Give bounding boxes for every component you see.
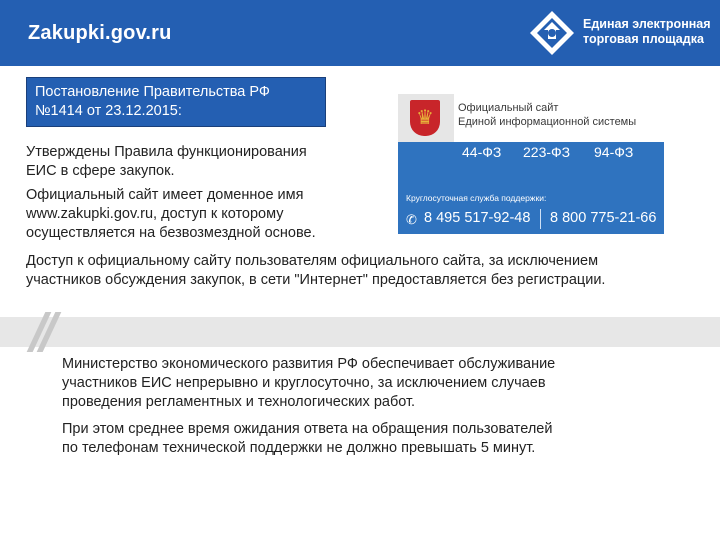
decree-box	[26, 77, 326, 127]
ministry-line-3: проведения регламентных и технологических работ.	[62, 394, 416, 410]
quote-mark-icon	[30, 312, 56, 352]
etp-logo-text	[583, 17, 711, 47]
domain-line-1: Официальный сайт имеет доменное имя	[26, 187, 304, 203]
wait-time-line-2: по телефонам технической поддержки не должно превышать 5 минут.	[62, 440, 536, 456]
wait-time-paragraph	[62, 420, 552, 458]
law-94: 94-ФЗ	[594, 144, 634, 160]
phone-divider	[540, 209, 541, 229]
access-line-2: участников обсуждения закупок, в сети "Интернет" предоставляется без регистрации.	[26, 272, 606, 288]
eagle-icon: ♛	[416, 107, 434, 129]
domain-line-3: осуществляется на безвозмездной основе.	[26, 225, 316, 241]
rules-line-1: Утверждены Правила функционирования	[26, 144, 307, 160]
rules-paragraph	[26, 143, 307, 181]
access-paragraph	[26, 252, 605, 290]
ministry-paragraph	[62, 355, 555, 412]
domain-line-2: www.zakupki.gov.ru, доступ к которому	[26, 206, 284, 222]
quote-separator-band	[0, 317, 720, 347]
etp-logo-icon	[529, 10, 575, 56]
access-line-1: Доступ к официальному сайту пользователям официального сайта, за исключением	[26, 253, 599, 269]
banner-site-line-1: Официальный сайт	[458, 102, 559, 114]
phone-icon: ✆	[406, 212, 417, 227]
phone-1: 8 495 517-92-48	[424, 210, 531, 226]
eis-banner-image	[398, 94, 664, 234]
law-44: 44-ФЗ	[462, 144, 502, 160]
decree-line-1: Постановление Правительства РФ	[35, 84, 270, 100]
rules-line-2: ЕИС в сфере закупок.	[26, 163, 175, 179]
ministry-line-2: участников ЕИС непрерывно и круглосуточно, за исключением случаев	[62, 375, 546, 391]
ministry-line-1: Министерство экономического развития РФ обеспечивает обслуживание	[62, 356, 556, 372]
header-band	[0, 0, 720, 66]
banner-site-name	[458, 101, 636, 129]
banner-site-line-2: Единой информационной системы	[458, 116, 637, 128]
decree-line-2: №1414 от 23.12.2015:	[35, 103, 182, 119]
logo-line-1: Единая электронная	[583, 17, 711, 31]
site-title: Zakupki.gov.ru	[28, 22, 172, 44]
law-223: 223-ФЗ	[523, 144, 571, 160]
wait-time-line-1: При этом среднее время ожидания ответа на обращения пользователей	[62, 421, 553, 437]
support-label: Круглосуточная служба поддержки:	[406, 193, 547, 203]
domain-paragraph	[26, 186, 316, 243]
phone-2: 8 800 775-21-66	[550, 210, 657, 226]
logo-line-2: торговая площадка	[583, 32, 704, 46]
